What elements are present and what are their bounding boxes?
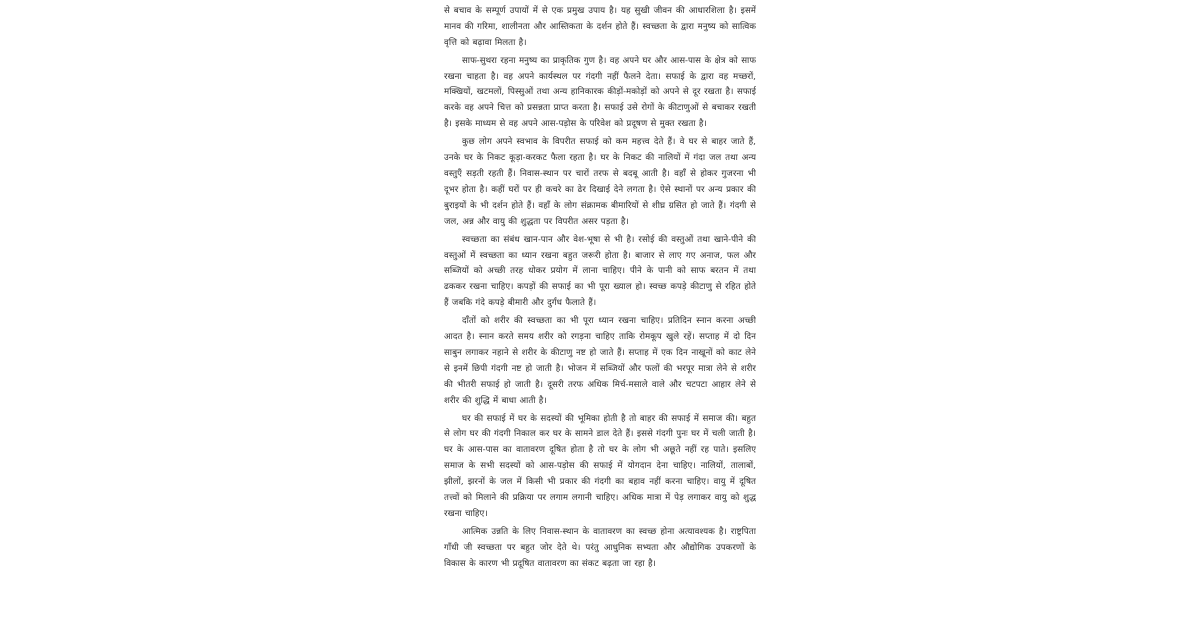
paragraph: कुछ लोग अपने स्वभाव के विपरीत सफाई को कम महत्त्व देते हैं। वे घर से बाहर जाते हैं, उनके घर के निकट कूड़ा-करकट फैला रहता है। घर के निकट की नालियों में गंदा जल तथा अन्य वस्तुएँ सड़ती रहती हैं। निवास-स्थान पर चारों तरफ से बदबू आती है। वहाँ से होकर गुजरना भी दूभर होता है। कहीं घरों पर ही कचरे का ढेर दिखाई देने लगता है। ऐसे स्थानों पर अन्य प्रकार की बुराइयों के भी दर्शन होते हैं। वहाँ के लोग संक्रामक बीमारियों से शीघ्र ग्रसित हो जाते हैं। गंदगी से जल, अन्न और वायु की शुद्धता पर विपरीत असर पड़ता है।: [444, 137, 756, 227]
page-text: [444, 0, 756, 575]
paragraph: आत्मिक उन्नति के लिए निवास-स्थान के वातावरण का स्वच्छ होना अत्यावश्यक है। राष्ट्रपिता गाँधी जी स्वच्छता पर बहुत जोर देते थे। परंतु आधुनिक सभ्यता और औद्योगिक उपकरणों के विकास के कारण भी प्रदूषित वातावरण का संकट बढ़ता जा रहा है।: [444, 526, 756, 569]
scanned-page: [444, 0, 756, 630]
paragraph: स्वच्छता का संबंध खान-पान और वेश-भूषा से भी है। रसोई की वस्तुओं तथा खाने-पीने की वस्तुओं में स्वच्छता का ध्यान रखना बहुत जरूरी होता है। बाजार से लाए गए अनाज, फल और सब्जियों को अच्छी तरह धोकर प्रयोग में लाना चाहिए। पीने के पानी को साफ बरतन में तथा ढककर रखना चाहिए। कपड़ों की सफाई का भी पूरा ख्याल हो। स्वच्छ कपड़े कीटाणु से रहित होते हैं जबकि गंदे कपड़े बीमारी और दुर्गंध फैलाते हैं।: [444, 234, 756, 309]
paragraph: दाँतों को शरीर की स्वच्छता का भी पूरा ध्यान रखना चाहिए। प्रतिदिन स्नान करना अच्छी आदत है। स्नान करते समय शरीर को रगड़ना चाहिए ताकि रोमकूप खुले रहें। सप्ताह में दो दिन साबुन लगाकर नहाने से शरीर के कीटाणु नष्ट हो जाते हैं। सप्ताह में एक दिन नाखूनों को काट लेने से इनमें छिपी गंदगी नष्ट हो जाती है। भोजन में सब्जियों और फलों की भरपूर मात्रा लेने से शरीर की भीतरी सफाई हो जाती है। दूसरी तरफ अधिक मिर्च-मसाले वाले और चटपटा आहार लेने से शरीर की शुद्धि में बाधा आती है।: [444, 316, 756, 406]
paragraph: घर की सफाई में घर के सदस्यों की भूमिका होती है तो बाहर की सफाई में समाज की। बहुत से लोग घर की गंदगी निकाल कर घर के सामने डाल देते हैं। इससे गंदगी पुनः घर में चली जाती है। घर के आस-पास का वातावरण दूषित होता है तो घर के लोग भी अछूते नहीं रह पाते। इसलिए समाज के सभी सदस्यों को आस-पड़ोस की सफाई में योगदान देना चाहिए। नालियों, तालाबों, झीलों, झरनों के जल में किसी भी प्रकार की गंदगी का बहाव नहीं करना चाहिए। वायु में दूषित तत्त्वों को मिलाने की प्रक्रिया पर लगाम लगानी चाहिए। अधिक मात्रा में पेड़ लगाकर वायु को शुद्ध रखना चाहिए।: [444, 413, 756, 519]
paragraph: साफ-सुथरा रहना मनुष्य का प्राकृतिक गुण है। वह अपने घर और आस-पास के क्षेत्र को साफ रखना चाहता है। वह अपने कार्यस्थल पर गंदगी नहीं फैलने देता। सफाई के द्वारा वह मच्छरों, मक्खियों, खटमलों, पिस्सुओं तथा अन्य हानिकारक कीड़ों-मकोड़ों को अपने से दूर रखता है। सफाई करके वह अपने चित्त को प्रसन्नता प्राप्त करता है। सफाई उसे रोगों के कीटाणुओं से बचाकर रखती है। इसके माध्यम से वह अपने आस-पड़ोस के परिवेश को प्रदूषण से मुक्त रखता है।: [444, 55, 756, 130]
paragraph: से बचाव के सम्पूर्ण उपायों में से एक प्रमुख उपाय है। यह सुखी जीवन की आधारशिला है। इसमें मानव की गरिमा, शालीनता और आस्तिकता के दर्शन होते हैं। स्वच्छता के द्वारा मनुष्य को सात्विक वृत्ति को बढ़ावा मिलता है।: [444, 5, 756, 48]
